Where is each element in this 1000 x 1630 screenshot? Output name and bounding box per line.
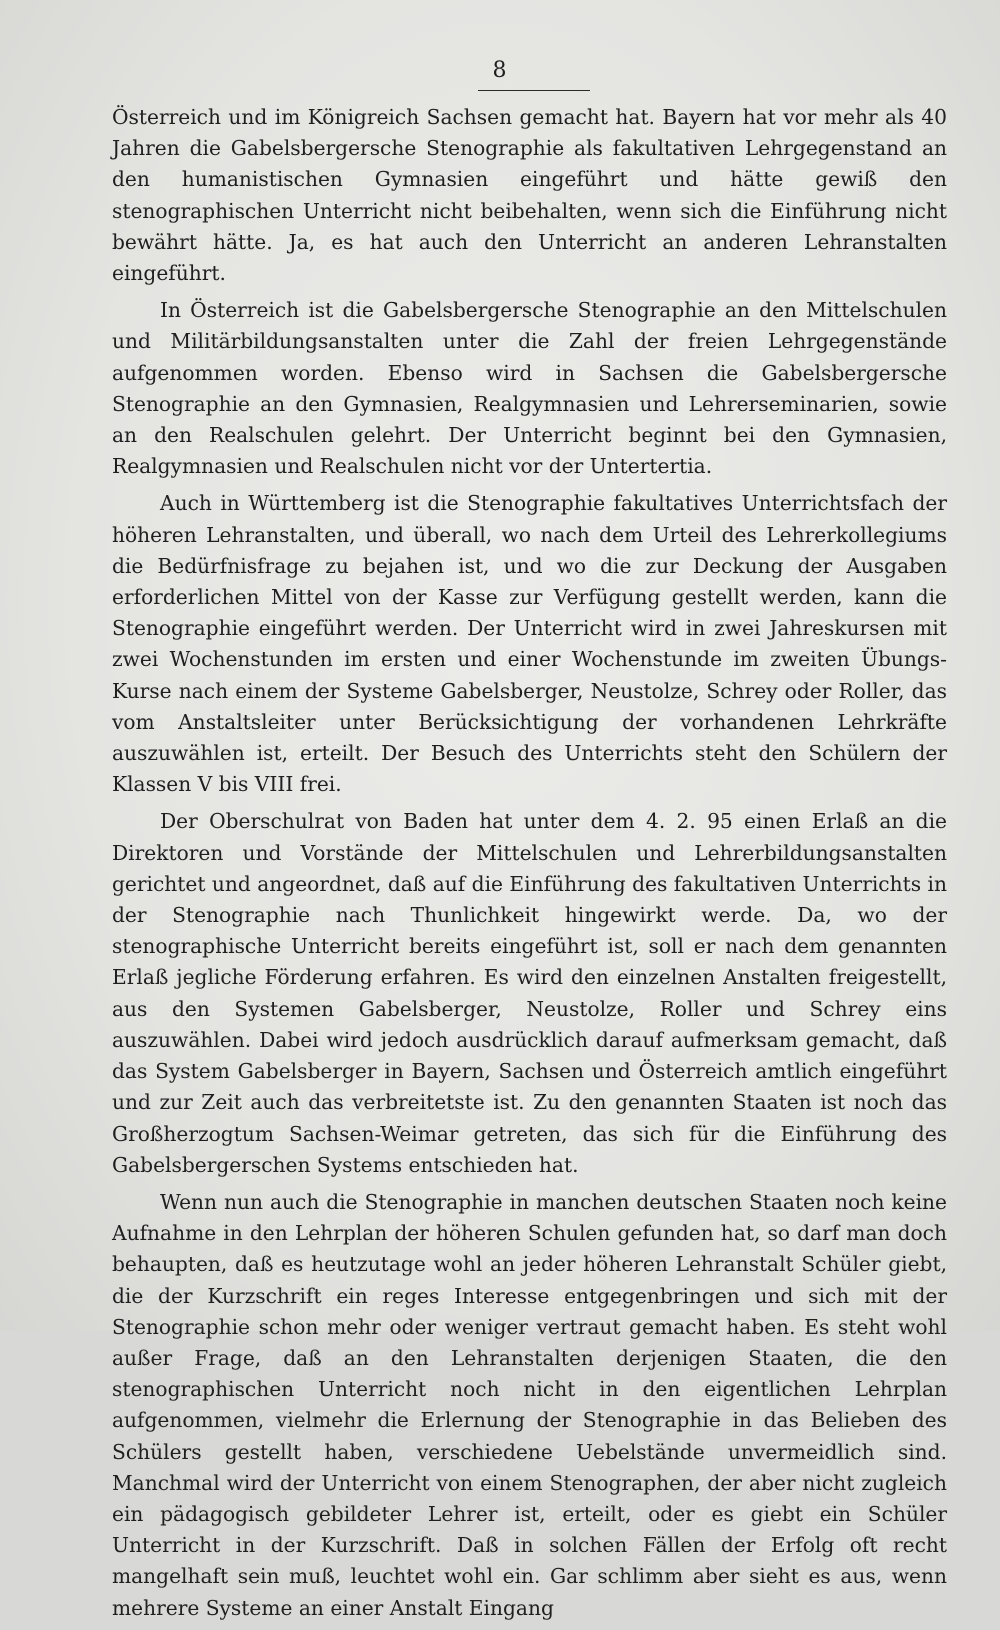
- paragraph-4: Der Oberschulrat von Baden hat unter dem 4. 2. 95 einen Erlaß an die Direktoren und Vorstände der Mittelschulen und Lehrerbildungsanstalten gerichtet und angeordnet, daß auf die Einführung des fakultativen Unterrichts in der Stenographie nach Thunlichkeit hingewirkt werde. Da, wo der stenographische Unterricht bereits eingeführt ist, soll er nach dem genannten Erlaß jegliche Förderung erfahren. Es wird den einzelnen Anstalten freigestellt, aus den Systemen Gabelsberger, Neustolze, Roller und Schrey eins auszuwählen. Dabei wird jedoch ausdrücklich darauf aufmerksam gemacht, daß das System Gabelsberger in Bayern, Sachsen und Österreich amtlich eingeführt und zur Zeit auch das verbreitetste ist. Zu den genannten Staaten ist noch das Großherzogtum Sachsen-Weimar getreten, das sich für die Einführung des Gabelsbergerschen Systems entschieden hat.: [112, 809, 947, 1177]
- paragraph-3: Auch in Württemberg ist die Stenographie fakultatives Unterrichtsfach der höheren Lehranstalten, und überall, wo nach dem Urteil des Lehrerkollegiums die Bedürfnisfrage zu bejahen ist, und wo die zur Deckung der Ausgaben erforderlichen Mittel von der Kasse zur Verfügung gestellt werden, kann die Stenographie eingeführt werden. Der Unterricht wird in zwei Jahreskursen mit zwei Wochenstunden im ersten und einer Wochenstunde im zweiten Übungs-Kurse nach einem der Systeme Gabelsberger, Neustolze, Schrey oder Roller, das vom Anstaltsleiter unter Berücksichtigung der vorhandenen Lehrkräfte auszuwählen ist, erteilt. Der Besuch des Unterrichts steht den Schülern der Klassen V bis VIII frei.: [112, 491, 947, 797]
- paragraph-1: Österreich und im Königreich Sachsen gemacht hat. Bayern hat vor mehr als 40 Jahren die Gabelsbergersche Stenographie als fakultativen Lehrgegenstand an den humanistischen Gymnasien eingeführt und hätte gewiß den stenographischen Unterricht nicht beibehalten, wenn sich die Einführung nicht bewährt hätte. Ja, es hat auch den Unterricht an anderen Lehranstalten eingeführt.: [112, 105, 947, 286]
- page-number-rule: [478, 90, 590, 91]
- paragraph-2: In Österreich ist die Gabelsbergersche Stenographie an den Mittelschulen und Militärbildungsanstalten unter die Zahl der freien Lehrgegenstände aufgenommen worden. Ebenso wird in Sachsen die Gabelsbergersche Stenographie an den Gymnasien, Realgymnasien und Lehrerseminarien, sowie an den Realschulen gelehrt. Der Unterricht beginnt bei den Gymnasien, Realgymnasien und Realschulen nicht vor der Untertertia.: [112, 298, 947, 479]
- body-text: [112, 102, 947, 1630]
- page-number: 8: [492, 58, 508, 83]
- paragraph-5: Wenn nun auch die Stenographie in manchen deutschen Staaten noch keine Aufnahme in den Lehrplan der höheren Schulen gefunden hat, so darf man doch behaupten, daß es heutzutage wohl an jeder höheren Lehranstalt Schüler giebt, die der Kurzschrift ein reges Interesse entgegenbringen und sich mit der Stenographie schon mehr oder weniger vertraut gemacht haben. Es steht wohl außer Frage, daß an den Lehranstalten derjenigen Staaten, die den stenographischen Unterricht noch nicht in den eigentlichen Lehrplan aufgenommen, vielmehr die Erlernung der Stenographie in das Belieben des Schülers gestellt haben, verschiedene Uebelstände unvermeidlich sind. Manchmal wird der Unterricht von einem Stenographen, der aber nicht zugleich ein pädagogisch gebildeter Lehrer ist, erteilt, oder es giebt ein Schüler Unterricht in der Kurzschrift. Daß in solchen Fällen der Erfolg oft recht mangelhaft sein muß, leuchtet wohl ein. Gar schlimm aber sieht es aus, wenn mehrere Systeme an einer Anstalt Eingang: [112, 1189, 947, 1620]
